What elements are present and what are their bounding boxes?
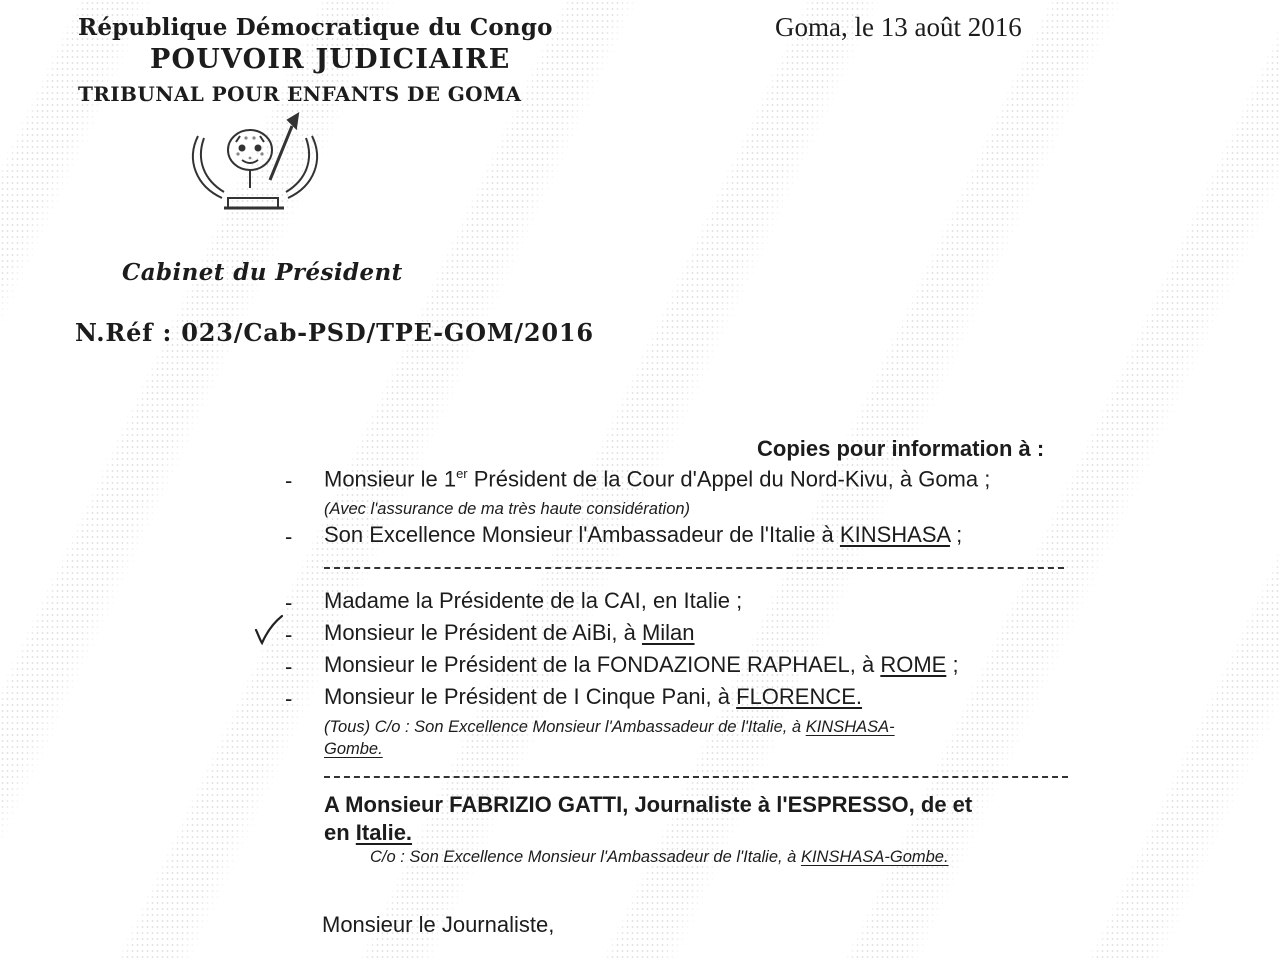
reference-number: N.Réf : 023/Cab-PSD/TPE-GOM/2016 xyxy=(75,318,594,347)
recipient-1-title: Monsieur le 1 xyxy=(324,466,457,492)
tribunal-name: TRIBUNAL POUR ENFANTS DE GOMA xyxy=(78,82,522,106)
bullet-dash: - xyxy=(285,590,293,615)
copy-recipient-5 xyxy=(324,652,959,678)
recipient-5-end: ; xyxy=(946,652,959,677)
addressee-line-2 xyxy=(324,820,412,846)
country-name: République Démocratique du Congo xyxy=(78,14,553,41)
copy-recipient-6 xyxy=(324,684,862,710)
addressee-care-of-place: KINSHASA-Gombe. xyxy=(800,848,949,866)
group-note-place: KINSHASA- xyxy=(805,718,895,736)
recipient-5-place: ROME xyxy=(880,652,947,677)
copy-recipient-3: Madame la Présidente de la CAI, en Italie ; xyxy=(324,588,743,613)
recipient-4-title: Monsieur le Président de AiBi, à xyxy=(324,620,642,645)
bullet-dash: - xyxy=(285,468,293,493)
recipient-2-end: ; xyxy=(949,522,963,547)
dashed-separator xyxy=(324,776,1068,778)
bullet-dash: - xyxy=(285,524,293,549)
group-care-of-note xyxy=(324,718,895,737)
addressee-line-1: A Monsieur FABRIZIO GATTI, Journaliste à l'ESPRESSO, de et xyxy=(324,792,973,817)
recipient-1-rest: Président de la Cour d'Appel du Nord-Kivu, à Goma ; xyxy=(467,466,991,492)
office-title: Cabinet du Président xyxy=(122,259,403,286)
recipient-2-place: KINSHASA xyxy=(839,522,950,547)
group-note-place-continued: Gombe. xyxy=(324,740,383,758)
copies-heading: Copies pour information à : xyxy=(757,436,1045,461)
recipient-6-title: Monsieur le Président de I Cinque Pani, à xyxy=(324,684,737,709)
recipient-5-title: Monsieur le Président de la FONDAZIONE RAPHAEL, à xyxy=(324,652,881,677)
addressee-care-of-text: C/o : Son Excellence Monsieur l'Ambassadeur de l'Italie, à xyxy=(370,848,801,866)
date-line: Goma, le 13 août 2016 xyxy=(775,12,1022,42)
dashed-separator xyxy=(324,567,1064,569)
group-note-text: (Tous) C/o : Son Excellence Monsieur l'Ambassadeur de l'Italie, à xyxy=(324,718,806,736)
recipient-6-place: FLORENCE. xyxy=(736,684,863,709)
bullet-dash: - xyxy=(285,622,293,647)
group-care-of-note-continued xyxy=(324,740,383,759)
coat-of-arms-emblem xyxy=(180,108,330,216)
recipient-1-ordinal: er xyxy=(456,466,468,481)
addressee-country: Italie. xyxy=(355,820,413,845)
copy-recipient-4 xyxy=(324,620,695,646)
salutation: Monsieur le Journaliste, xyxy=(322,912,555,937)
copy-recipient-1 xyxy=(324,466,990,492)
addressee-line-2-text: en xyxy=(324,820,356,845)
judicial-branch: POUVOIR JUDICIAIRE xyxy=(150,44,511,75)
consideration-note: (Avec l'assurance de ma très haute considération) xyxy=(324,500,691,518)
addressee-care-of xyxy=(370,848,949,867)
recipient-4-place: Milan xyxy=(641,620,695,645)
bullet-dash: - xyxy=(285,686,293,711)
recipient-2-title: Son Excellence Monsieur l'Ambassadeur de l'Italie à xyxy=(324,522,840,547)
copy-recipient-2 xyxy=(324,522,962,548)
bullet-dash: - xyxy=(285,654,293,679)
handwritten-checkmark-icon xyxy=(252,612,286,646)
